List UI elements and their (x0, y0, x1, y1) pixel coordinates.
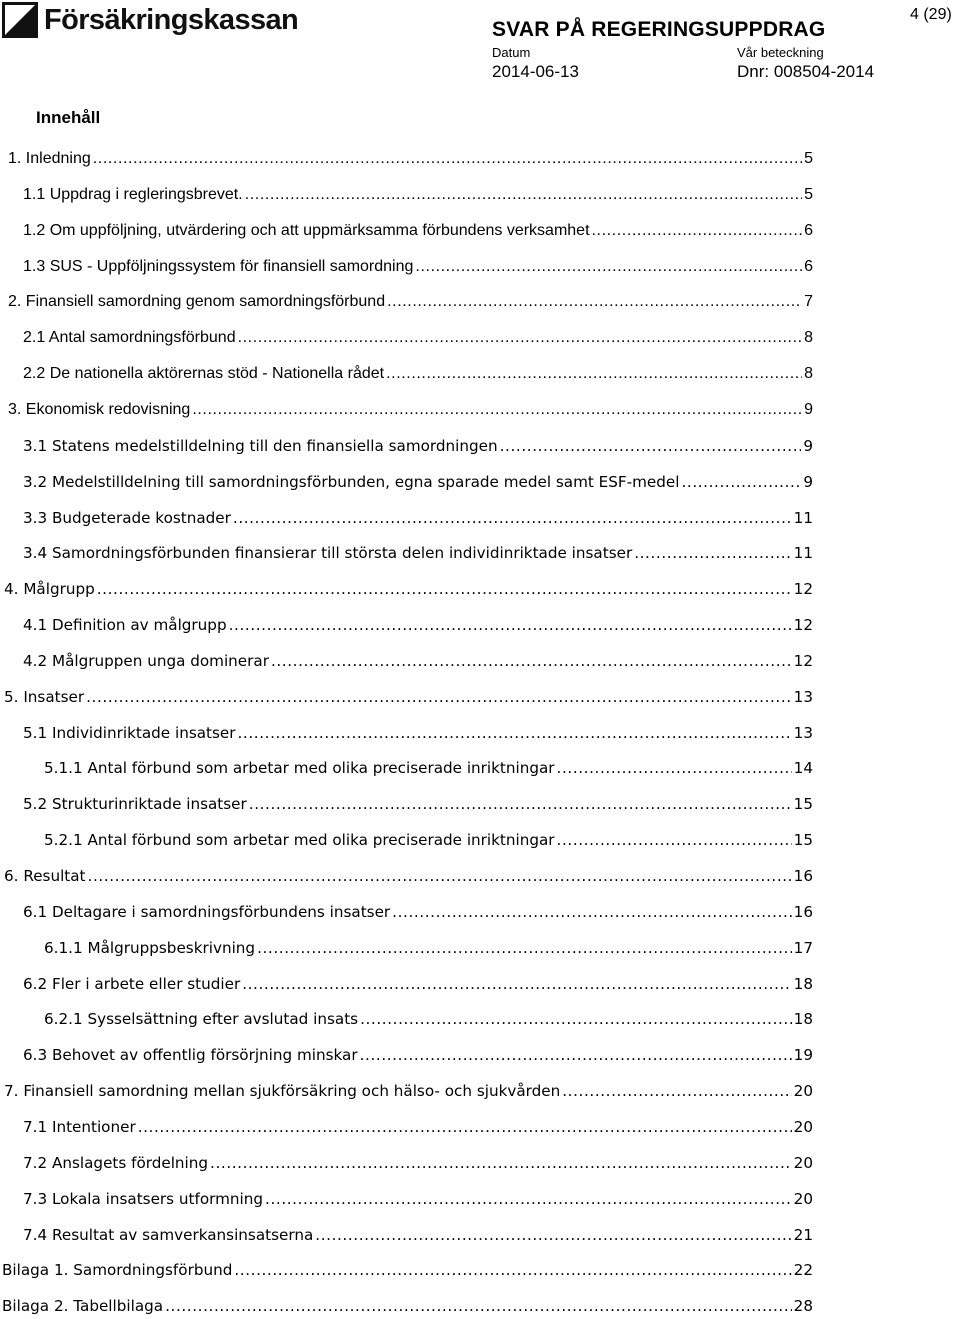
toc-entry-page: 14 (793, 759, 813, 778)
toc-leader-dots (245, 186, 802, 204)
toc-entry-page: 13 (793, 723, 813, 742)
toc-entry[interactable] (44, 759, 813, 781)
toc-entry[interactable] (23, 544, 813, 566)
toc-entry-page: 20 (793, 1153, 813, 1172)
toc-entry-label: 2.1 Antal samordningsförbund (23, 329, 236, 347)
organization-logo (2, 2, 298, 38)
toc-entry-page: 5 (804, 150, 813, 167)
toc-entry-page: 19 (793, 1046, 813, 1065)
toc-entry-page: 8 (804, 329, 813, 347)
toc-leader-dots (265, 1190, 792, 1208)
toc-entry-page: 6 (804, 257, 813, 275)
toc-entry-label: 7.1 Intentioner (23, 1117, 136, 1136)
toc-entry-label: 1. Inledning (8, 150, 91, 167)
toc-entry-page: 18 (793, 974, 813, 993)
toc-entry-label: 6.2 Fler i arbete eller studier (23, 974, 241, 993)
toc-leader-dots (233, 509, 792, 527)
toc-entry-page: 9 (803, 436, 813, 455)
toc-entry-label: 7.4 Resultat av samverkansinsatserna (23, 1225, 314, 1244)
toc-entry[interactable] (23, 1226, 813, 1248)
toc-entry-page: 21 (793, 1225, 813, 1244)
toc-entry-label: 3. Ekonomisk redovisning (8, 400, 191, 418)
toc-entry[interactable] (23, 473, 813, 495)
toc-entry-label: 5.1.1 Antal förbund som arbetar med olika preciserade inriktningar (44, 759, 555, 778)
logo-mark-icon (2, 2, 38, 38)
toc-entry-page: 11 (793, 544, 813, 563)
toc-leader-dots (634, 544, 791, 562)
toc-leader-dots (387, 293, 802, 311)
toc-entry-page: 13 (793, 687, 813, 706)
toc-leader-dots (88, 867, 792, 885)
toc-entry[interactable] (23, 795, 813, 817)
toc-entry[interactable] (4, 580, 813, 602)
toc-entry-page: 5 (804, 185, 813, 203)
toc-entry[interactable] (2, 1261, 813, 1283)
toc-entry-label: 6.3 Behovet av offentlig försörjning minskar (23, 1046, 358, 1065)
toc-entry-page: 22 (793, 1261, 813, 1280)
toc-leader-dots (242, 975, 791, 993)
document-type: SVAR PÅ REGERINGSUPPDRAG (492, 18, 826, 41)
toc-entry-label: 1.2 Om uppföljning, utvärdering och att uppmärksamma förbundens verksamhet (23, 221, 590, 239)
toc-entry-label: 3.1 Statens medelstilldelning till den finansiella samordningen (23, 436, 498, 455)
toc-entry-label: 1.1 Uppdrag i regleringsbrevet. (23, 185, 243, 203)
toc-entry-page: 12 (793, 651, 813, 670)
toc-entry[interactable] (44, 939, 813, 961)
toc-leader-dots (562, 1082, 791, 1100)
toc-entry-label: 6.1 Deltagare i samordningsförbundens insatser (23, 902, 391, 921)
toc-leader-dots (557, 759, 792, 777)
toc-entry-page: 15 (793, 795, 813, 814)
toc-entry[interactable] (23, 1190, 813, 1212)
toc-entry-label: 5.2.1 Antal förbund som arbetar med olika preciserade inriktningar (44, 831, 555, 850)
toc-entry-label: 6.2.1 Sysselsättning efter avslutad insats (44, 1010, 359, 1029)
toc-entry-page: 8 (804, 365, 813, 383)
reference-label: Vår beteckning (737, 45, 824, 60)
document-header (0, 0, 960, 90)
toc-entry[interactable] (23, 975, 813, 997)
toc-entry-page: 20 (793, 1082, 813, 1101)
toc-entry-page: 15 (793, 831, 813, 850)
toc-entry-label: 2.2 De nationella aktörernas stöd - Nationella rådet (23, 365, 385, 383)
toc-leader-dots (97, 580, 792, 598)
toc-entry-page: 20 (793, 1117, 813, 1136)
toc-leader-dots (415, 258, 802, 276)
toc-entry-label: 5.1 Individinriktade insatser (23, 723, 236, 742)
toc-leader-dots (86, 688, 792, 706)
toc-leader-dots (557, 831, 792, 849)
toc-entry[interactable] (44, 1010, 813, 1032)
toc-entry-label: 4. Målgrupp (4, 580, 95, 599)
toc-entry[interactable] (23, 616, 813, 638)
toc-leader-dots (592, 222, 803, 240)
toc-entry[interactable] (2, 1297, 813, 1319)
toc-entry[interactable] (4, 1082, 813, 1104)
toc-entry[interactable] (8, 293, 813, 315)
toc-entry[interactable] (23, 329, 813, 351)
toc-entry-page: 11 (793, 508, 813, 527)
toc-entry-page: 17 (793, 938, 813, 957)
toc-title: Innehåll (36, 108, 101, 127)
toc-entry-label: Bilaga 1. Samordningsförbund (2, 1261, 233, 1280)
toc-leader-dots (138, 1118, 792, 1136)
toc-entry-label: 7. Finansiell samordning mellan sjukförsäkring och hälso- och sjukvården (4, 1082, 561, 1101)
toc-entry[interactable] (23, 437, 813, 459)
toc-leader-dots (257, 939, 792, 957)
toc-entry-label: Bilaga 2. Tabellbilaga (2, 1297, 164, 1316)
toc-entry[interactable] (23, 1154, 813, 1176)
toc-entry[interactable] (23, 1118, 813, 1140)
toc-entry[interactable] (8, 401, 813, 423)
toc-entry-label: 6.1.1 Målgruppsbeskrivning (44, 938, 256, 957)
toc-leader-dots (165, 1297, 792, 1315)
toc-entry[interactable] (8, 150, 813, 172)
toc-leader-dots (249, 795, 792, 813)
toc-leader-dots (386, 365, 802, 383)
toc-entry-label: 3.3 Budgeterade kostnader (23, 508, 231, 527)
toc-leader-dots (238, 329, 803, 347)
toc-entry-label: 3.2 Medelstilldelning till samordningsförbunden, egna sparade medel samt ESF-medel (23, 472, 680, 491)
organization-name: Försäkringskassan (44, 3, 299, 36)
toc-entry-label: 4.2 Målgruppen unga dominerar (23, 651, 269, 670)
toc-entry[interactable] (44, 831, 813, 853)
toc-entry[interactable] (23, 509, 813, 531)
toc-entry-page: 20 (793, 1189, 813, 1208)
toc-entry-page: 16 (793, 902, 813, 921)
toc-entry[interactable] (23, 903, 813, 925)
toc-leader-dots (210, 1154, 792, 1172)
toc-entry-label: 2. Finansiell samordning genom samordningsförbund (8, 293, 386, 311)
toc-entry[interactable] (23, 365, 813, 387)
toc-leader-dots (271, 652, 792, 670)
toc-entry[interactable] (23, 186, 813, 208)
date-value: 2014-06-13 (492, 62, 579, 81)
toc-entry[interactable] (23, 258, 813, 280)
toc-leader-dots (234, 1261, 791, 1279)
toc-entry-label: 7.3 Lokala insatsers utformning (23, 1189, 264, 1208)
toc-leader-dots (392, 903, 792, 921)
page-number: 4 (29) (910, 6, 952, 23)
toc-entry[interactable] (23, 652, 813, 674)
toc-entry-page: 16 (793, 867, 813, 885)
date-label: Datum (492, 45, 531, 60)
toc-entry-label: 5.2 Strukturinriktade insatser (23, 795, 247, 814)
toc-entry[interactable] (23, 724, 813, 746)
toc-leader-dots (315, 1226, 791, 1244)
toc-leader-dots (360, 1046, 792, 1064)
toc-leader-dots (360, 1010, 792, 1028)
toc-entry[interactable] (4, 688, 813, 710)
toc-entry-label: 3.4 Samordningsförbunden finansierar till största delen individinriktade insatser (23, 544, 633, 563)
toc-entry-label: 7.2 Anslagets fördelning (23, 1153, 209, 1172)
toc-entry-page: 12 (793, 616, 813, 635)
toc-entry-label: 4.1 Definition av målgrupp (23, 616, 227, 635)
toc-entry[interactable] (4, 867, 813, 889)
toc-entry-label: 5. Insatser (4, 687, 85, 706)
toc-entry-page: 9 (804, 400, 813, 418)
toc-entry-page: 7 (804, 293, 813, 311)
toc-leader-dots (500, 437, 802, 455)
toc-entry-label: 1.3 SUS - Uppföljningssystem för finansiell samordning (23, 257, 414, 275)
toc-entry-page: 18 (793, 1010, 813, 1029)
toc-entry-page: 28 (793, 1297, 813, 1316)
toc-leader-dots (681, 473, 801, 491)
reference-value: Dnr: 008504-2014 (737, 62, 875, 81)
toc-leader-dots (229, 616, 792, 634)
toc-entry[interactable] (23, 222, 813, 244)
toc-leader-dots (238, 724, 792, 742)
toc-leader-dots (93, 150, 802, 168)
toc-entry[interactable] (23, 1046, 813, 1068)
toc-entry-label: 6. Resultat (4, 867, 86, 885)
toc-entry-page: 6 (804, 221, 813, 239)
toc-entry-page: 9 (803, 472, 813, 491)
toc-entry-page: 12 (793, 580, 813, 599)
toc-leader-dots (192, 401, 802, 419)
